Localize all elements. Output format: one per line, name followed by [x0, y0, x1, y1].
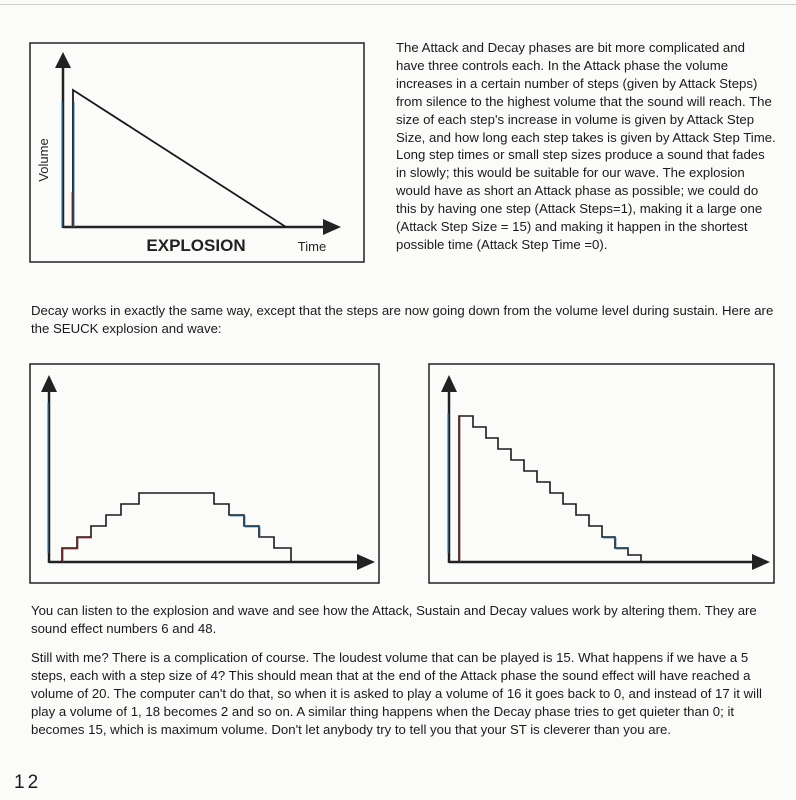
figure-frame — [30, 364, 379, 583]
figure-frame — [30, 43, 364, 262]
x-axis-label: Time — [297, 239, 327, 254]
figure-frame — [429, 364, 774, 583]
explosion-step-envelope — [62, 493, 291, 562]
listen-paragraph: You can listen to the explosion and wave and see how the Attack, Sustain and Decay values work by altering them. They are sound effect numbers 6 and 48. — [31, 603, 757, 636]
x-axis-arrowhead — [752, 554, 770, 570]
explosion-envelope-line — [73, 90, 286, 227]
page-top-rule — [0, 4, 796, 5]
x-axis-arrowhead — [357, 554, 375, 570]
x-axis-arrowhead — [323, 219, 341, 235]
attack-decay-paragraph: The Attack and Decay phases are bit more complicated and have three controls each. In the Attack phase the volume increases in a certain number of steps (given by Attack Steps) from silence to the highest volume that the sound will reach. The size of each step's increase in volume is given by Attack Step Size, and how long each step takes is given by Attack Step Time. Long step times or small step sizes produce a sound that fades in slowly; this would be suitable for our wave. The explosion would have as short an Attack phase as possible; we could do this by having one step (Attack Steps=1), making it a large one (Attack Step Size = 15) and making it happen in the shortest possible time (Attack Step Time =0). — [396, 40, 776, 252]
y-axis-arrowhead — [41, 375, 57, 392]
complication-paragraph: Still with me? There is a complication of course. The loudest volume that can be played is 15. What happens if we have a 5 steps, each with a step size of 4? This should mean that at the end of the Attack phase the sound effect will have reached a volume of 20. The computer can't do that, so when it is asked to play a volume of 16 it goes back to 0, and instead of 17 it will play a volume of 1, 18 becomes 2 and so on. A similar thing happens when the Decay phase tries to get quieter than 0; it becomes 15, which is maximum volume. Don't let anybody try to tell you that your ST is cleverer than you are. — [31, 650, 762, 737]
page-number: 12 — [14, 772, 42, 793]
seuck-wave-figure — [428, 363, 776, 585]
seuck-explosion-figure — [29, 363, 381, 585]
y-axis-label: Volume — [36, 138, 51, 182]
y-axis-arrowhead — [55, 52, 71, 68]
y-axis-arrowhead — [441, 375, 457, 392]
explosion-envelope-figure — [29, 42, 366, 264]
wave-step-envelope — [459, 416, 641, 562]
figure-caption: EXPLOSION — [146, 236, 246, 255]
decay-paragraph: Decay works in exactly the same way, except that the steps are now going down from the volume level during sustain. Here are the SEUCK explosion and wave: — [31, 303, 774, 336]
